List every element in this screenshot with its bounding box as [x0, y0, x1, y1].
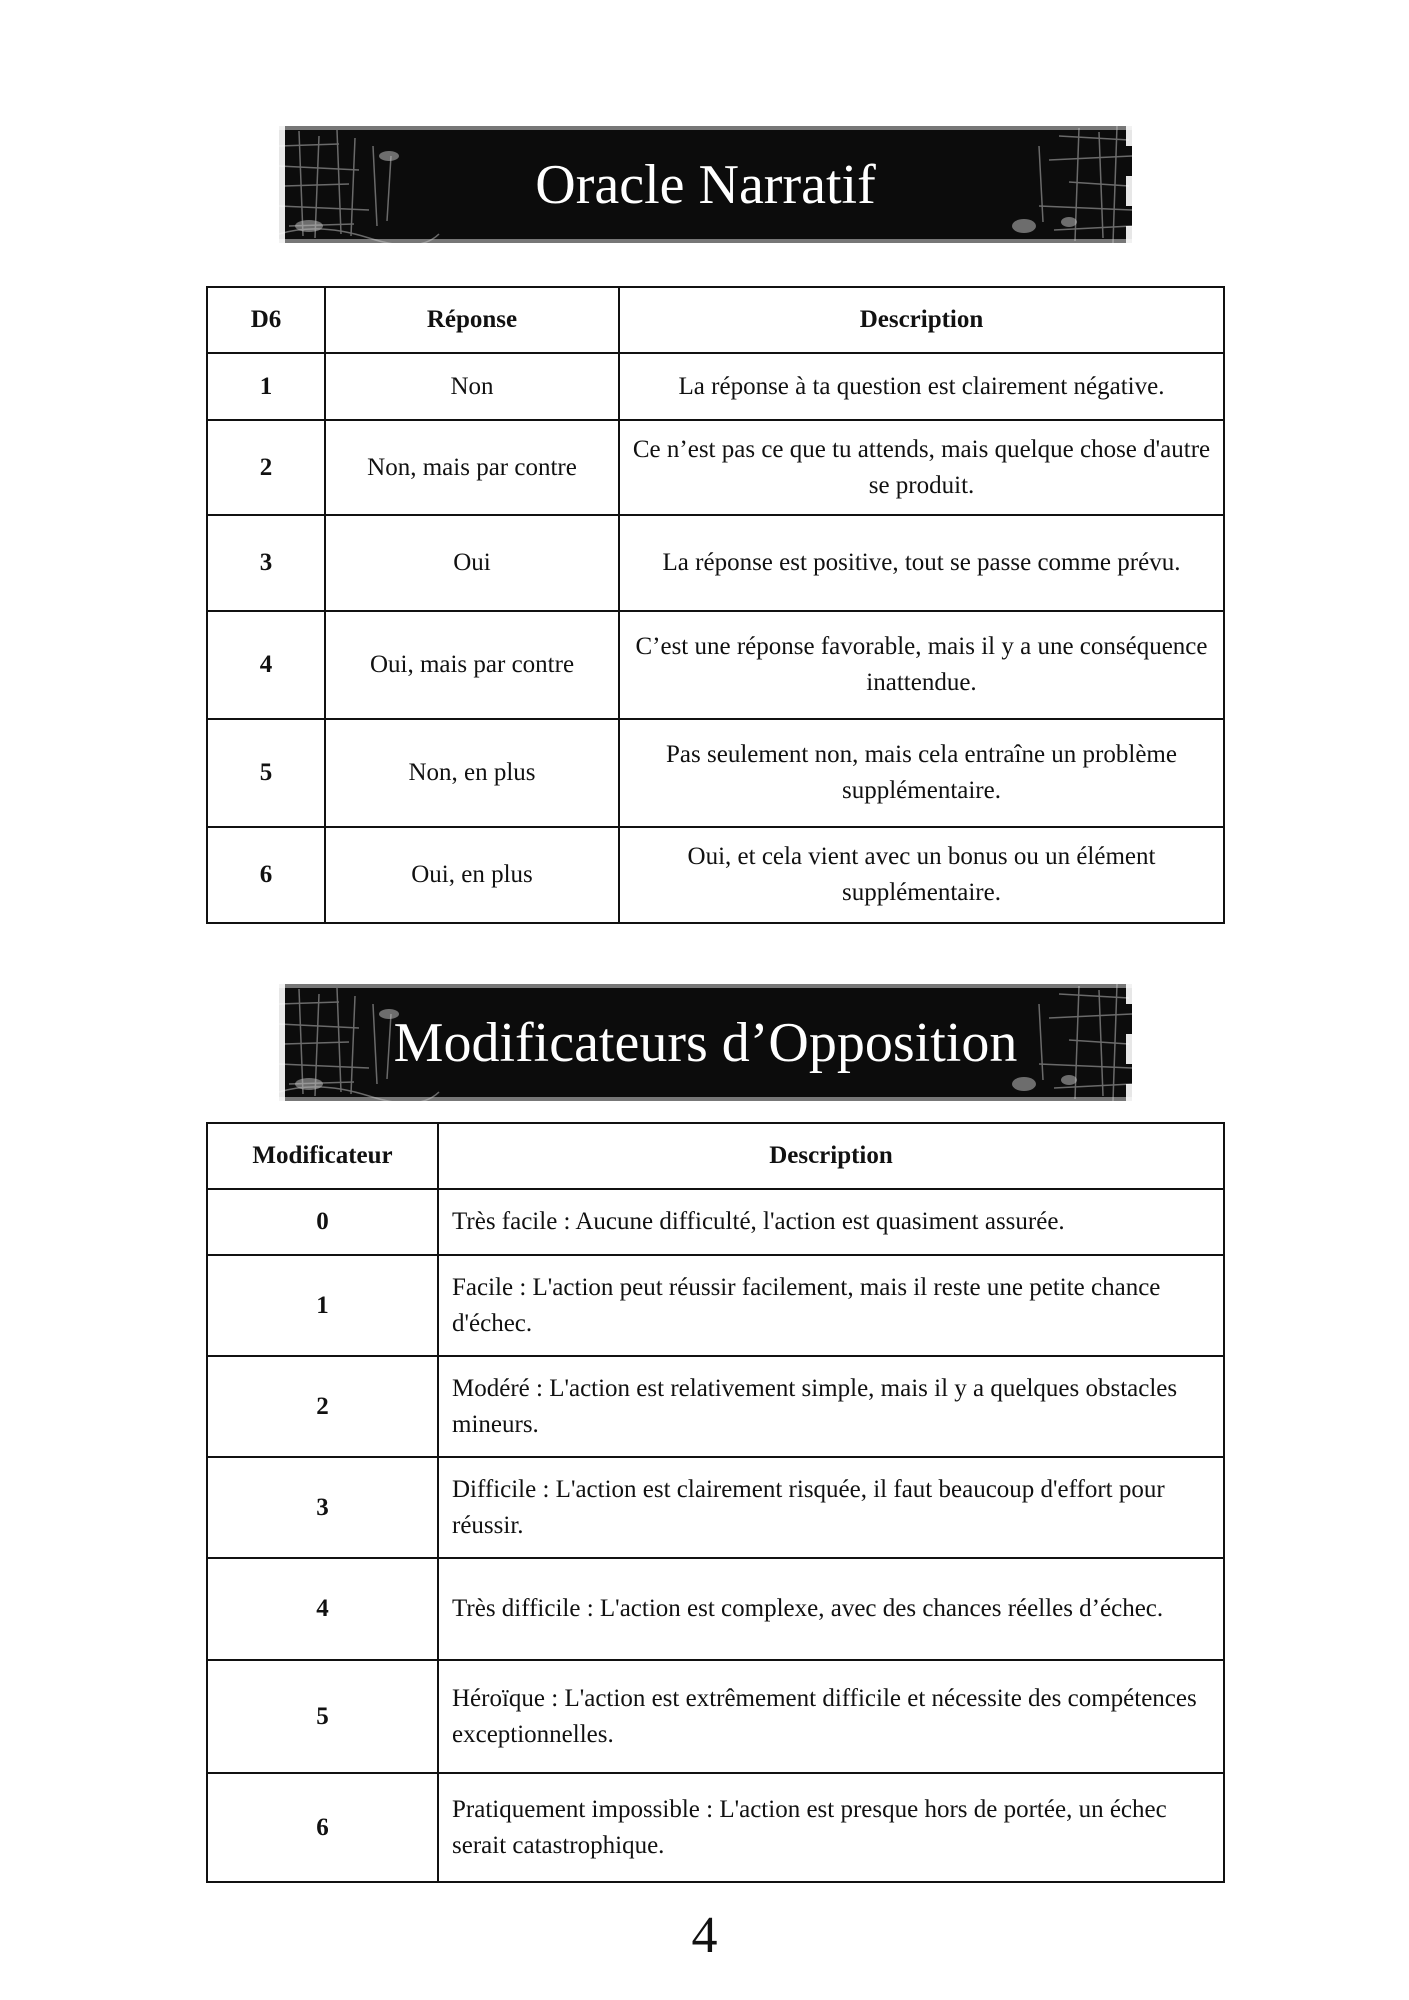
table-row [207, 1660, 1224, 1773]
response-cell: Oui, mais par contre [325, 611, 619, 719]
description-cell: C’est une réponse favorable, mais il y a une conséquence inattendue. [619, 611, 1224, 719]
column-header-description: Description [619, 287, 1224, 353]
page-number: 4 [691, 1907, 718, 1964]
table-row [207, 353, 1224, 420]
modifiers-section-title: Modificateurs d’Opposition [393, 1011, 1018, 1074]
description-cell: Très facile : Aucune difficulté, l'action est quasiment assurée. [438, 1189, 1224, 1255]
table-row [207, 1457, 1224, 1558]
response-cell: Oui [325, 515, 619, 611]
table-header-row [207, 287, 1224, 353]
roll-cell: 2 [207, 420, 325, 515]
table-row [207, 719, 1224, 827]
table-row [207, 1558, 1224, 1660]
description-cell: Ce n’est pas ce que tu attends, mais quelque chose d'autre se produit. [619, 420, 1224, 515]
description-cell: Pas seulement non, mais cela entraîne un problème supplémentaire. [619, 719, 1224, 827]
modifiers-title-banner [279, 984, 1132, 1101]
table-row [207, 515, 1224, 611]
roll-cell: 5 [207, 719, 325, 827]
description-cell: Difficile : L'action est clairement risquée, il faut beaucoup d'effort pour réussir. [438, 1457, 1224, 1558]
modifier-value-cell: 3 [207, 1457, 438, 1558]
table-row [207, 1773, 1224, 1882]
modifier-value-cell: 6 [207, 1773, 438, 1882]
table-row [207, 1255, 1224, 1356]
oracle-table [206, 286, 1225, 924]
description-cell: Modéré : L'action est relativement simple, mais il y a quelques obstacles mineurs. [438, 1356, 1224, 1457]
table-row [207, 420, 1224, 515]
description-cell: Héroïque : L'action est extrêmement difficile et nécessite des compétences exceptionnelles. [438, 1660, 1224, 1773]
description-cell: Facile : L'action peut réussir facilement, mais il reste une petite chance d'échec. [438, 1255, 1224, 1356]
modifiers-table [206, 1122, 1225, 1883]
response-cell: Non [325, 353, 619, 420]
column-header-modifier: Modificateur [207, 1123, 438, 1189]
roll-cell: 3 [207, 515, 325, 611]
table-header-row [207, 1123, 1224, 1189]
column-header-d6: D6 [207, 287, 325, 353]
roll-cell: 4 [207, 611, 325, 719]
response-cell: Non, mais par contre [325, 420, 619, 515]
modifier-value-cell: 0 [207, 1189, 438, 1255]
description-cell: Pratiquement impossible : L'action est presque hors de portée, un échec serait catastrophique. [438, 1773, 1224, 1882]
roll-cell: 1 [207, 353, 325, 420]
modifier-value-cell: 4 [207, 1558, 438, 1660]
modifier-value-cell: 1 [207, 1255, 438, 1356]
description-cell: La réponse est positive, tout se passe comme prévu. [619, 515, 1224, 611]
description-cell: La réponse à ta question est clairement négative. [619, 353, 1224, 420]
table-row [207, 611, 1224, 719]
table-row [207, 1189, 1224, 1255]
column-header-response: Réponse [325, 287, 619, 353]
response-cell: Oui, en plus [325, 827, 619, 923]
response-cell: Non, en plus [325, 719, 619, 827]
table-row [207, 827, 1224, 923]
description-cell: Oui, et cela vient avec un bonus ou un élément supplémentaire. [619, 827, 1224, 923]
oracle-section-title: Oracle Narratif [535, 153, 876, 216]
modifier-value-cell: 2 [207, 1356, 438, 1457]
modifier-value-cell: 5 [207, 1660, 438, 1773]
oracle-title-banner [279, 126, 1132, 243]
roll-cell: 6 [207, 827, 325, 923]
description-cell: Très difficile : L'action est complexe, avec des chances réelles d’échec. [438, 1558, 1224, 1660]
table-row [207, 1356, 1224, 1457]
column-header-description: Description [438, 1123, 1224, 1189]
